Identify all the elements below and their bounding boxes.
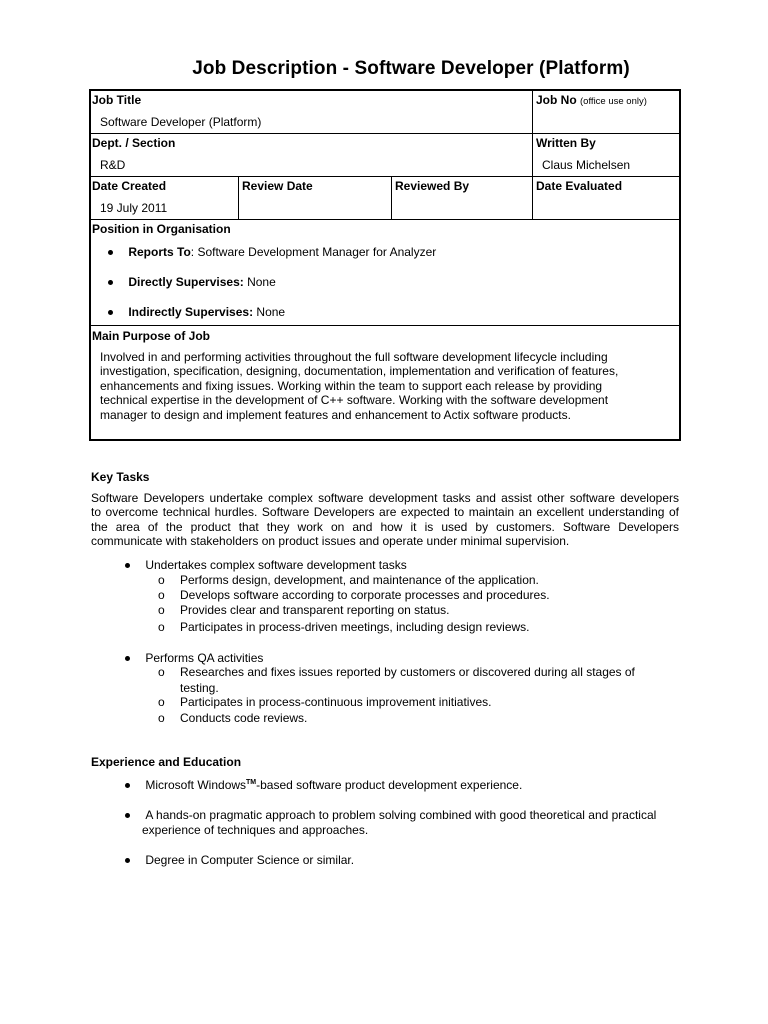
table-rule [238, 176, 239, 220]
task-item: Researches and fixes issues reported by customers or discovered during all stages of [180, 665, 635, 679]
task-item: Participates in process-driven meetings, including design reviews. [180, 620, 530, 634]
job-no-label [536, 93, 647, 107]
reviewed-by-label: Reviewed By [395, 179, 470, 193]
table-rule [532, 89, 533, 220]
bullet-icon [108, 280, 113, 285]
list-item [108, 245, 436, 259]
text-line: technical expertise in the development of C++ software. Working with the software development [100, 393, 609, 408]
experience-item-text: Microsoft Windows [145, 778, 247, 792]
task-item: Performs design, development, and maintenance of the application. [180, 573, 539, 587]
main-purpose-text [100, 350, 680, 422]
date-created-value: 19 July 2011 [100, 201, 168, 215]
sub-bullet-icon: o [158, 711, 165, 725]
text-line: to overcome technical hurdles. Software Developers are expected to maintain an excellent understanding of [91, 505, 679, 520]
position-label: Position in Organisation [92, 222, 231, 236]
task-item: Conducts code reviews. [180, 711, 308, 725]
text-line: the area of the product that they work on and how it is used by customers. Software Developers [91, 519, 679, 534]
list-item [158, 620, 530, 634]
indirectly-supervises-label: Indirectly Supervises: [128, 305, 254, 319]
reports-to-value: : Software Development Manager for Analyzer [190, 245, 437, 259]
written-by-label: Written By [536, 136, 596, 150]
table-rule [89, 325, 681, 326]
task-group-label: Undertakes complex software development tasks [145, 558, 407, 572]
review-date-label: Review Date [242, 179, 313, 193]
key-tasks-intro [91, 491, 679, 549]
text-line: communicate with stakeholders on product issues and operate under minimal supervision. [91, 534, 570, 549]
sub-bullet-icon: o [158, 695, 165, 709]
bullet-icon [108, 310, 113, 315]
list-item [158, 711, 307, 725]
task-item: Provides clear and transparent reporting on status. [180, 603, 450, 617]
dept-label: Dept. / Section [92, 136, 176, 150]
list-item [125, 778, 522, 792]
job-title-value: Software Developer (Platform) [100, 115, 262, 129]
dept-value: R&D [100, 158, 126, 172]
bullet-icon [125, 563, 130, 568]
list-item [158, 603, 449, 617]
list-item [158, 588, 550, 602]
directly-supervises-value: None [243, 275, 276, 289]
bullet-icon [125, 783, 130, 788]
date-evaluated-label: Date Evaluated [536, 179, 623, 193]
list-item [108, 305, 285, 319]
sub-bullet-icon: o [158, 665, 165, 679]
written-by-value: Claus Michelsen [542, 158, 631, 172]
reports-to-label: Reports To [128, 245, 191, 259]
task-item: Develops software according to corporate processes and procedures. [180, 588, 550, 602]
list-item [108, 275, 276, 289]
list-item [125, 853, 354, 867]
sub-bullet-icon: o [158, 603, 165, 617]
list-item [158, 695, 491, 709]
experience-item-continuation: experience of techniques and approaches. [142, 823, 369, 837]
task-item: Participates in process-continuous improvement initiatives. [180, 695, 492, 709]
text-line: investigation, specification, designing, documentation, implementation and verification of features, [100, 364, 619, 379]
text-line: Involved in and performing activities throughout the full software development lifecycle including [100, 350, 608, 364]
job-no-label-text: Job No [536, 93, 577, 107]
text-line: enhancements and fixing issues. Working within the team to support each release by providing [100, 378, 603, 393]
experience-item-text: -based software product development experience. [256, 778, 523, 792]
experience-item-text: Degree in Computer Science or similar. [145, 853, 355, 867]
date-created-label: Date Created [92, 179, 167, 193]
experience-item-text: A hands-on pragmatic approach to problem solving combined with good theoretical and practical [145, 808, 657, 822]
text-line: Software Developers undertake complex software development tasks and assist other software developers [91, 491, 679, 505]
job-no-note: (office use only) [580, 96, 647, 107]
sub-bullet-icon: o [158, 620, 165, 634]
list-item [125, 558, 407, 572]
table-rule [89, 133, 681, 134]
list-item [125, 808, 656, 822]
trademark-mark: TM [246, 779, 257, 786]
bullet-icon [108, 250, 113, 255]
key-tasks-heading: Key Tasks [91, 470, 150, 484]
main-purpose-label: Main Purpose of Job [92, 329, 211, 343]
job-title-label: Job Title [92, 93, 142, 107]
table-rule [391, 176, 392, 220]
list-item [158, 573, 539, 587]
indirectly-supervises-value: None [253, 305, 286, 319]
directly-supervises-label: Directly Supervises: [128, 275, 244, 289]
bullet-icon [125, 858, 130, 863]
sub-bullet-icon: o [158, 573, 165, 587]
experience-heading: Experience and Education [91, 755, 242, 769]
table-rule [89, 176, 681, 177]
document-title: Job Description - Software Developer (Platform) [192, 58, 630, 79]
list-item [125, 651, 263, 665]
task-group-label: Performs QA activities [145, 651, 264, 665]
task-item-continuation: testing. [180, 681, 219, 695]
table-rule [89, 219, 681, 220]
list-item [158, 665, 635, 679]
text-line: manager to design and implement features and enhancement to Actix software products. [100, 407, 571, 422]
bullet-icon [125, 656, 130, 661]
bullet-icon [125, 813, 130, 818]
sub-bullet-icon: o [158, 588, 165, 602]
